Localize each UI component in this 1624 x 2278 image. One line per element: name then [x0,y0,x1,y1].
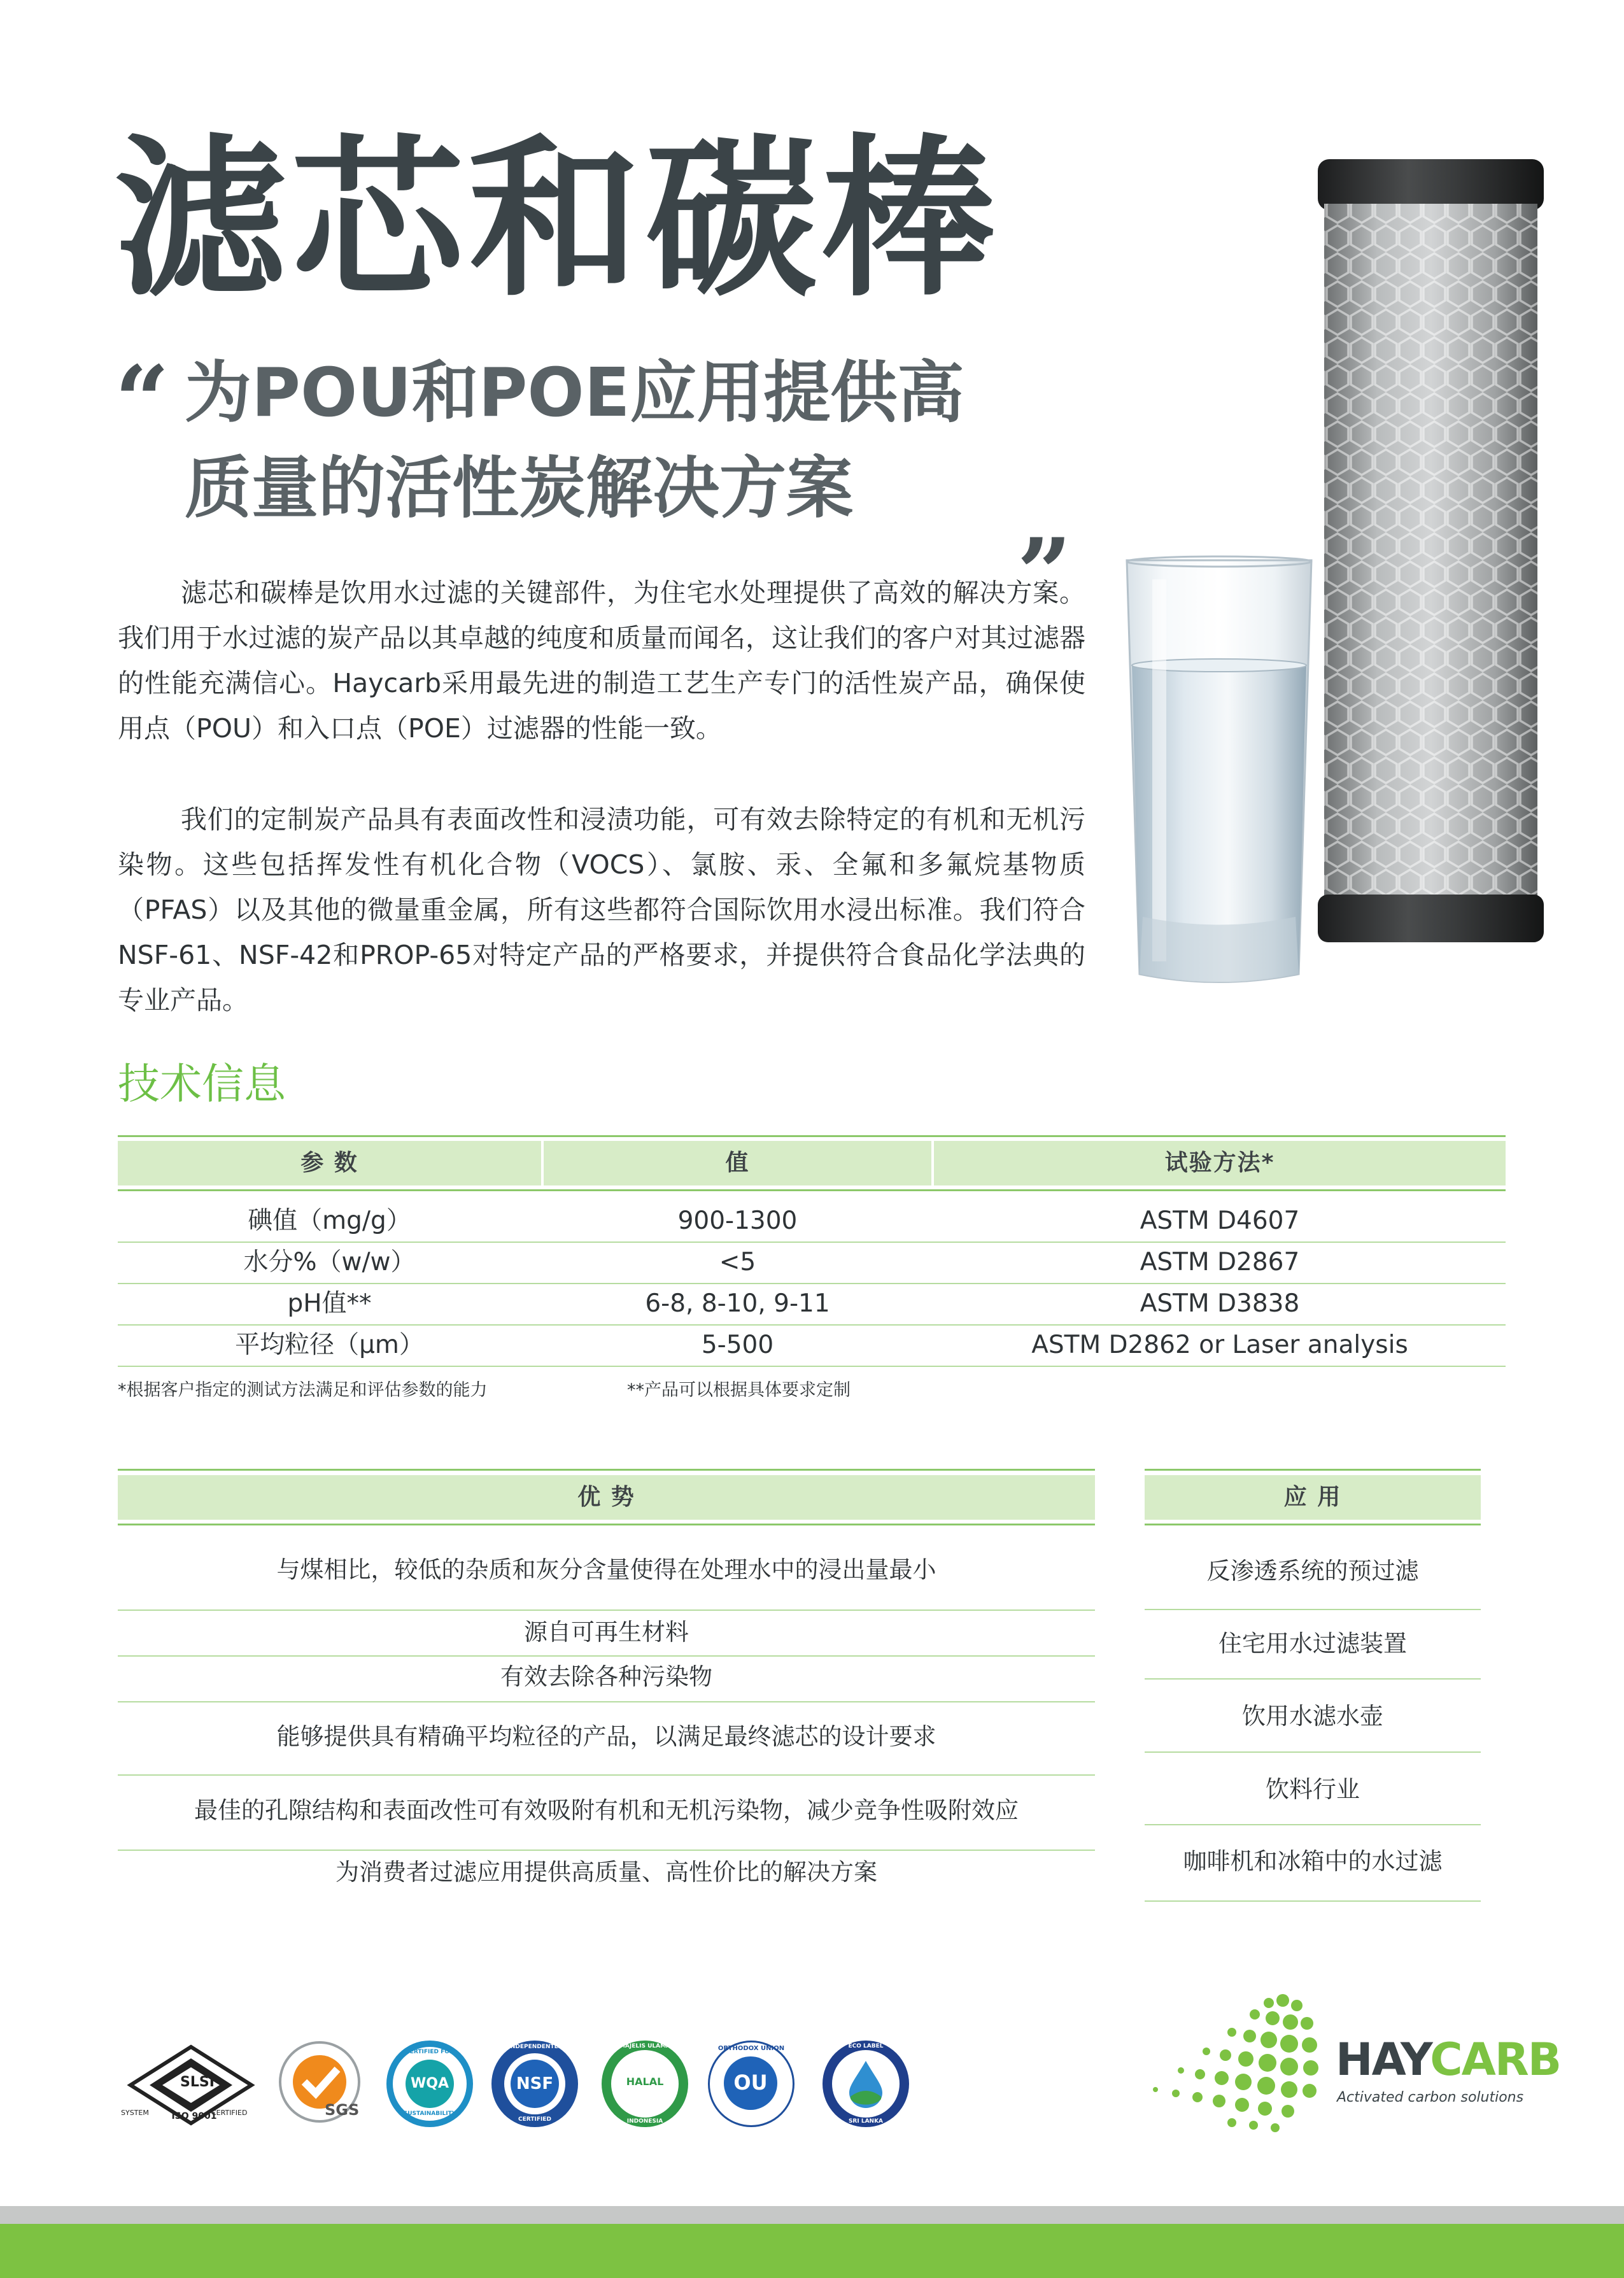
tech-table-top-rule [118,1135,1506,1137]
tech-info-title: 技术信息 [118,1059,286,1108]
row-1-method: ASTM D4607 [1140,1206,1300,1235]
application-item: 咖啡机和冰箱中的水过滤 [1183,1848,1443,1875]
eco-bottom-label: SRI LANKA [848,2118,884,2125]
ou-label: OU [733,2070,768,2095]
intro-paragraph-1-text: 滤芯和碳棒是饮用水过滤的关键部件，为住宅水处理提供了高效的解决方案。我们用于水过滤的炭产品以其卓越的纯度和质量而闻名，这让我们的客户对其过滤器的性能充满信心。Haycarb采用最先进的制造工艺生产专门的活性炭产品，确保使用点（POU）和入口点（POE）过滤器的性能一致。 [118,577,1085,744]
wqa-top-label: CERTIFIED FOR [406,2049,454,2055]
advantage-item: 源自可再生材料 [524,1618,689,1646]
page-title: 滤芯和碳棒 [115,119,999,320]
slsi-iso-label: ISO 9001 [171,2111,217,2121]
advantage-divider [118,1701,1095,1702]
advantages-header-rule [118,1524,1095,1525]
row-4-method: ASTM D2862 or Laser analysis [1031,1331,1408,1359]
application-divider [1145,1900,1481,1902]
halal-label: HALAL [626,2076,664,2088]
application-divider [1145,1751,1481,1753]
haycarb-dot-globe-icon [1136,1986,1340,2139]
nsf-label: NSF [516,2074,554,2093]
water-glass [1127,556,1311,982]
product-photo [1108,140,1566,993]
advantage-divider [118,1850,1095,1851]
application-item: 住宅用水过滤装置 [1218,1630,1407,1657]
intro-paragraph-2 [118,797,1085,1023]
quote-close-mark: „ [1019,463,1074,575]
halal-bottom-label: INDONESIA [626,2118,663,2125]
row-1-value: 900-1300 [677,1206,798,1235]
water-drop-icon [847,2060,885,2108]
row-1-parameter: 碘值（mg/g） [248,1206,411,1235]
tech-table-header-rule [118,1189,1506,1191]
footnote-custom: **产品可以根据具体要求定制 [627,1380,851,1400]
advantage-item: 有效去除各种污染物 [500,1663,712,1690]
application-item: 饮用水滤水壶 [1242,1702,1383,1730]
advantage-item: 最佳的孔隙结构和表面改性可有效吸附有机和无机污染物，减少竞争性吸附效应 [194,1797,1019,1824]
row-3-parameter: pH值** [287,1289,372,1318]
row-3-value: 6-8, 8-10, 9-11 [645,1289,830,1318]
wqa-bottom-label: SUSTAINABILITY [403,2111,456,2117]
applications-header [1145,1475,1481,1520]
application-item: 饮料行业 [1266,1776,1360,1803]
haycarb-wordmark-part-2: CARB [1430,2034,1561,2086]
filter-cartridge [1318,159,1544,942]
intro-paragraph-2-text: 我们的定制炭产品具有表面改性和浸渍功能，可有效去除特定的有机和无机污染物。这些包括挥发性有机化合物（VOCS）、氯胺、汞、全氟和多氟烷基物质（PFAS）以及其他的微量重金属，所有这些都符合国际饮用水浸出标准。我们符合NSF-61、NSF-42和PROP-65对特定产品的严格要求，并提供符合食品化学法典的专业产品。 [118,804,1085,1015]
applications-header-rule [1145,1524,1481,1525]
slsi-label: SLSI [180,2074,215,2090]
slsi-system-label: SYSTEM [121,2109,149,2117]
ou-top-label: ORTHODOX UNION [717,2045,785,2052]
tech-table-header [118,1141,1506,1185]
header-test-method: 试验方法* [1164,1150,1275,1176]
row-divider [118,1366,1506,1367]
haycarb-wordmark-part-1: HAY [1336,2034,1430,2086]
row-4-parameter: 平均粒径（µm） [235,1331,424,1359]
footer-gray-band [0,2206,1624,2224]
applications-header-label: 应 用 [1283,1484,1342,1510]
advantages-header [118,1475,1095,1520]
haycarb-wordmark [1336,2034,1561,2086]
advantage-item: 为消费者过滤应用提供高质量、高性价比的解决方案 [335,1858,877,1886]
applications-top-rule [1145,1469,1481,1471]
wqa-label: WQA [411,2076,449,2091]
row-2-method: ASTM D2867 [1140,1248,1300,1277]
row-3-method: ASTM D3838 [1140,1289,1300,1318]
application-divider [1145,1824,1481,1825]
advantage-divider [118,1655,1095,1657]
slsi-certified-label: CERTIFIED [211,2109,248,2117]
row-2-value: <5 [719,1248,756,1277]
header-parameter: 参 数 [300,1150,358,1176]
advantage-divider [118,1609,1095,1611]
advantages-top-rule [118,1469,1095,1471]
row-4-value: 5-500 [701,1331,774,1359]
nsf-top-label: INDEPENDENTLY [508,2044,561,2050]
intro-paragraph-1 [118,570,1085,751]
footnote-test-method: *根据客户指定的测试方法满足和评估参数的能力 [118,1380,488,1400]
application-item: 反渗透系统的预过滤 [1206,1557,1419,1585]
sgs-label: SGS [325,2101,360,2119]
halal-top-label: MAJELIS ULAMA [619,2043,671,2049]
advantage-item: 能够提供具有精确平均粒径的产品，以满足最终滤芯的设计要求 [276,1723,936,1750]
application-divider [1145,1609,1481,1610]
quote-open-mark: “ [115,345,170,457]
header-value: 值 [725,1150,750,1176]
advantage-divider [118,1774,1095,1776]
nsf-bottom-label: CERTIFIED [518,2116,551,2123]
subtitle-line-1: 为POU和POE应用提供高 [185,354,964,432]
advantages-header-label: 优 势 [577,1484,635,1510]
footer-green-band [0,2224,1624,2278]
application-divider [1145,1678,1481,1680]
advantage-item: 与煤相比，较低的杂质和灰分含量使得在处理水中的浸出量最小 [276,1556,936,1583]
eco-top-label: ECO LABEL [848,2043,884,2049]
haycarb-tagline: Activated carbon solutions [1337,2090,1524,2105]
row-2-parameter: 水分%（w/w） [243,1248,416,1277]
subtitle-line-2: 质量的活性炭解决方案 [185,449,854,527]
